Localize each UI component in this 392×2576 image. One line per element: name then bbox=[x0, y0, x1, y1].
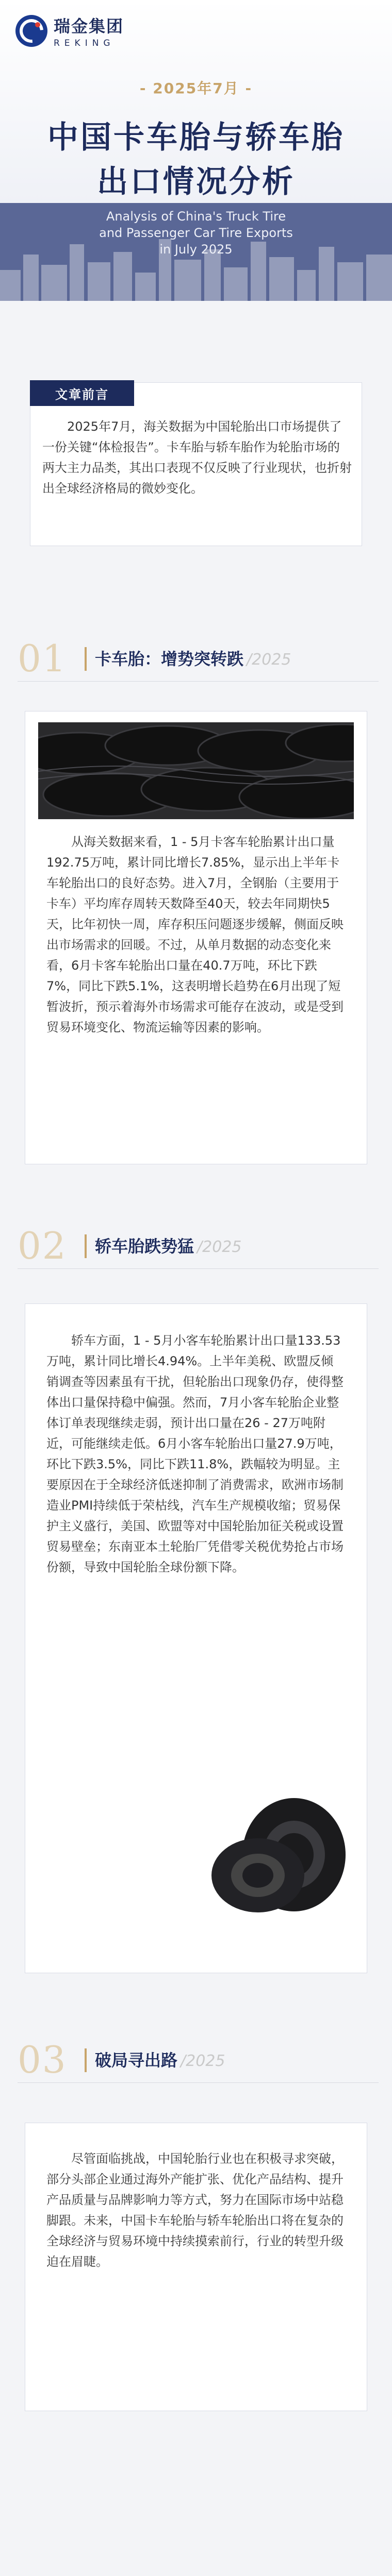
subtitle-line: in July 2025 bbox=[159, 242, 233, 257]
section-accent-bar bbox=[85, 2048, 87, 2072]
header-subtitle bbox=[0, 208, 392, 258]
section-title bbox=[95, 1234, 241, 1259]
section-number: 02 bbox=[18, 1224, 67, 1267]
section-title-text: 轿车胎跌势猛 bbox=[95, 1236, 194, 1256]
truck-tire-photo bbox=[38, 722, 354, 819]
section-title-text: 卡车胎：增势突转跌 bbox=[95, 649, 244, 669]
header-date: - 2025年7月 - bbox=[139, 80, 253, 97]
page-title-line2: 出口情况分析 bbox=[97, 164, 295, 200]
brand-logo bbox=[15, 13, 124, 48]
section-year: /2025 bbox=[181, 2052, 225, 2070]
section-number: 01 bbox=[18, 637, 67, 680]
section-title-text: 破局寻出路 bbox=[95, 2050, 178, 2070]
page-title-line1: 中国卡车胎与轿车胎 bbox=[47, 120, 345, 156]
section-number: 03 bbox=[18, 2038, 67, 2081]
section-title bbox=[95, 2048, 225, 2073]
brand-name: 瑞金集团 bbox=[54, 16, 124, 36]
section-header-01 bbox=[18, 638, 379, 679]
section-accent-bar bbox=[85, 647, 87, 671]
brand-mark-icon bbox=[15, 15, 47, 47]
section-header-02 bbox=[18, 1225, 379, 1266]
section-text-02: 轿车方面，1 - 5月小客车轮胎累计出口量133.53万吨，累计同比增长4.94%。上半年美税、欧盟反倾销调查等因素虽有干扰，但轮胎出口现象仍存，使得整体出口量保持稳中偏强。然而，7月小客车轮胎企业整体订单表现继续走弱，预计出口量在26 - 27万吨附近，可能继续走低。6月小客车轮胎出口量27.9万吨，环比下跌3.5%，同比下跌11.8%，跌幅较为明显。主要原因在于全球经济低迷抑制了消费需求，欧洲市场制造业PMI持续低于荣枯线，汽车生产规模收缩；贸易保护主义盛行，美国、欧盟等对中国轮胎加征关税或设置贸易壁垒；东南亚本土轮胎厂凭借零关税优势抢占市场份额，导致中国轮胎全球份额下降。 bbox=[46, 1333, 344, 1574]
section-text-03: 尽管面临挑战，中国轮胎行业也在积极寻求突破，部分头部企业通过海外产能扩张、优化产品结构、提升产品质量与品牌影响力等方式，努力在国际市场中站稳脚跟。未来，中国卡车轮胎与轿车轮胎出口将在复杂的全球经济与贸易环境中持续摸索前行，行业的转型升级迫在眉睫。 bbox=[46, 2151, 344, 2269]
tire-icon bbox=[201, 1788, 356, 1917]
section-header-03 bbox=[18, 2039, 379, 2080]
section-year: /2025 bbox=[197, 1238, 242, 1256]
intro-tag: 文章前言 bbox=[30, 380, 134, 406]
section-accent-bar bbox=[85, 1234, 87, 1258]
brand-name-en: REKING bbox=[54, 38, 115, 48]
section-divider bbox=[18, 681, 379, 682]
section-year: /2025 bbox=[247, 651, 291, 669]
section-divider bbox=[18, 1268, 379, 1269]
section-title bbox=[95, 647, 291, 672]
subtitle-line: Analysis of China's Truck Tire bbox=[106, 209, 286, 224]
section-divider bbox=[18, 2082, 379, 2083]
section-text-01: 从海关数据来看，1 - 5月卡客车轮胎累计出口量192.75万吨，累计同比增长7.85%，显示出上半年卡车轮胎出口的良好态势。进入7月，全钢胎（主要用于卡车）平均库存周转天数降至40天，较去年同期快5天，比年初快一周，库存积压问题逐步缓解，侧面反映出市场需求的回暖。不过，从单月数据的动态变化来看，6月卡客车轮胎出口量在40.7万吨，环比下跌7%，同比下跌5.1%，这表明增长趋势在6月出现了短暂波折，预示着海外市场需求可能存在波动，或是受到贸易环境变化、物流运输等因素的影响。 bbox=[46, 835, 344, 1035]
tire-stack-icon bbox=[38, 722, 354, 819]
subtitle-line: and Passenger Car Tire Exports bbox=[99, 226, 293, 240]
car-tire-photo bbox=[201, 1788, 356, 1917]
intro-text: 2025年7月，海关数据为中国轮胎出口市场提供了一份关键“体检报告”。卡车胎与轿车胎作为轮胎市场的两大主力品类，其出口表现不仅反映了行业现状，也折射出全球经济格局的微妙变化。 bbox=[42, 419, 352, 496]
article-header bbox=[0, 0, 392, 216]
